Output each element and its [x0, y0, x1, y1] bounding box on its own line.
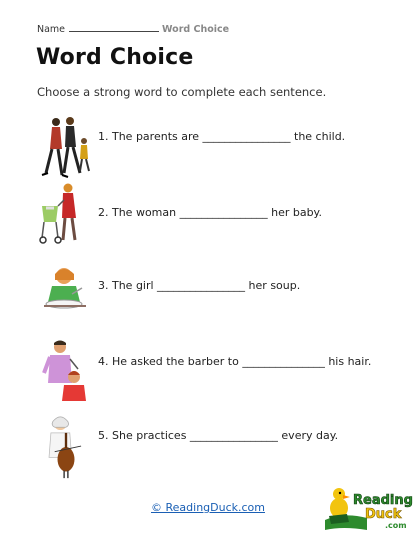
woman-with-stroller-icon — [38, 182, 94, 248]
sentence-4: 4. He asked the barber to _______________ his hair. — [98, 355, 372, 368]
logo-text-duck: Duck — [365, 507, 402, 522]
sentence-5: 5. She practices ________________ every day. — [98, 429, 339, 442]
name-line — [37, 24, 229, 35]
instructions: Choose a strong word to complete each sentence. — [37, 85, 327, 99]
sentence-1: 1. The parents are ________________ the child. — [98, 130, 346, 143]
readingduck-logo — [323, 486, 413, 532]
sentence-2: 2. The woman ________________ her baby. — [98, 206, 322, 219]
logo-text-suffix: .com — [385, 521, 407, 530]
name-label: Name — [37, 24, 66, 35]
duck-logo-icon — [323, 486, 413, 532]
list-item-3 — [38, 264, 408, 334]
girl-eating-soup-icon — [38, 264, 94, 330]
parents-with-child-icon — [38, 115, 94, 181]
list-item-5 — [38, 414, 408, 484]
name-blank[interactable] — [69, 31, 159, 32]
logo-text-reading: Reading — [353, 493, 413, 508]
barber-icon — [38, 339, 94, 405]
list-item-4 — [38, 339, 408, 409]
page-title: Word Choice — [36, 45, 194, 70]
header-title-small: Word Choice — [162, 24, 230, 35]
readingduck-link[interactable]: © ReadingDuck.com — [151, 501, 265, 514]
sentence-3: 3. The girl ________________ her soup. — [98, 279, 301, 292]
girl-playing-cello-icon — [38, 414, 94, 480]
list-item-1 — [38, 115, 408, 185]
list-item-2 — [38, 182, 408, 252]
